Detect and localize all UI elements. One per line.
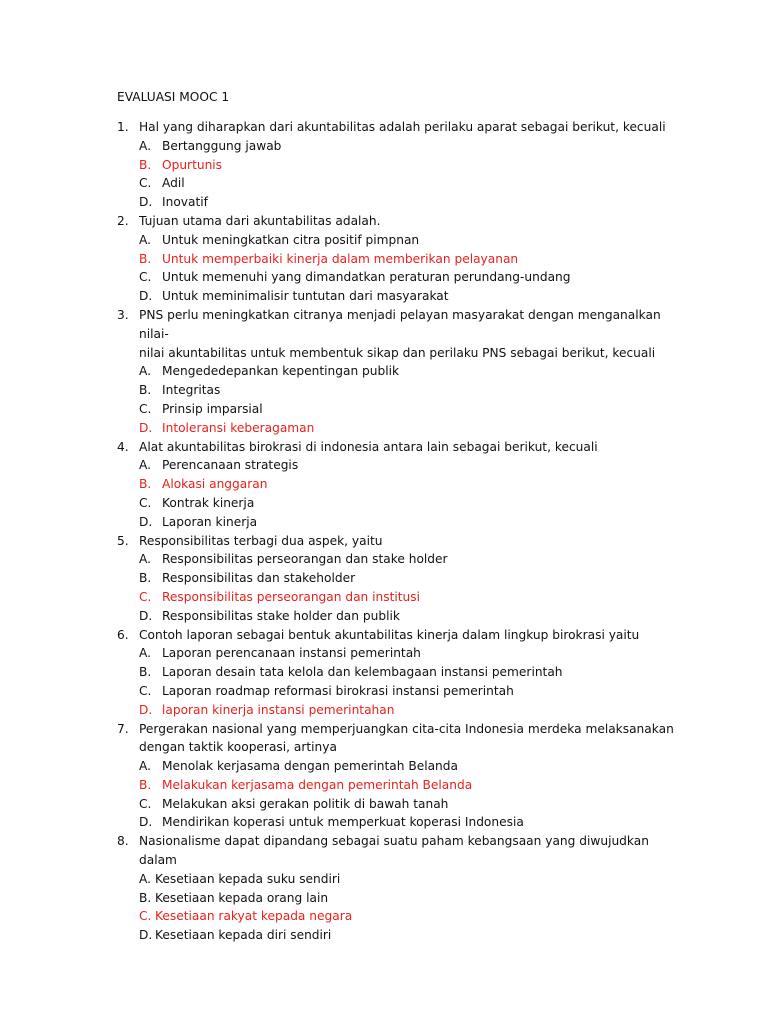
option-text: Laporan perencanaan instansi pemerintah [162,646,421,661]
question-1 [117,118,677,212]
option-text: Perencanaan strategis [162,458,299,473]
answer-option [117,795,677,814]
question-4 [117,438,677,532]
answer-option [117,513,677,532]
answer-option [117,381,677,400]
option-letter: D. [139,928,153,943]
option-letter: D. [139,815,153,830]
answer-option [117,550,677,569]
option-letter: D. [139,608,153,623]
option-text: Responsibilitas stake holder dan publik [162,608,400,623]
option-text: Kesetiaan rakyat kepada negara [155,909,353,924]
option-text: Responsibilitas dan stakeholder [162,571,356,586]
option-text: Kesetiaan kepada orang lain [155,890,329,905]
question-6 [117,626,677,720]
option-letter: B. [139,477,152,492]
option-text: Menolak kerjasama dengan pemerintah Belanda [162,759,458,774]
answer-option-correct [117,250,677,269]
option-letter: B. [139,890,152,905]
question-text: Pergerakan nasional yang memperjuangkan cita-cita Indonesia merdeka melaksanakan dengan taktik kooperasi, artinya [139,721,674,755]
question-number: 3. [117,307,129,322]
answer-option [117,362,677,381]
answer-option [117,870,677,889]
option-text: Alokasi anggaran [162,477,268,492]
question-5 [117,532,677,626]
option-text: Melakukan kerjasama dengan pemerintah Belanda [162,777,473,792]
answer-option-correct [117,701,677,720]
option-letter: A. [139,646,151,661]
answer-option [117,757,677,776]
question-7 [117,720,677,833]
option-text: Melakukan aksi gerakan politik di bawah tanah [162,796,449,811]
option-letter: B. [139,777,152,792]
option-letter: C. [139,683,152,698]
answer-option-correct [117,907,677,926]
question-text: Tujuan utama dari akuntabilitas adalah. [139,213,381,228]
option-text: Responsibilitas perseorangan dan institusi [162,589,421,604]
option-letter: D. [139,420,153,435]
question-number: 1. [117,120,129,134]
option-text: Untuk memenuhi yang dimandatkan peraturan perundang-undang [162,270,571,285]
option-letter: C. [139,176,152,191]
option-text: Mendirikan koperasi untuk memperkuat koperasi Indonesia [162,815,524,830]
question-text: Nasionalisme dapat dipandang sebagai suatu paham kebangsaan yang diwujudkan dalam [139,834,649,868]
document-title: EVALUASI MOOC 1 [117,90,230,104]
question-number: 6. [117,627,129,642]
option-text: Intoleransi keberagaman [162,420,315,435]
answer-option [117,494,677,513]
option-text: Mengededepankan kepentingan publik [162,364,400,379]
answer-option [117,663,677,682]
answer-option [117,137,677,156]
answer-option-correct [117,475,677,494]
option-letter: C. [139,495,152,510]
question-2 [117,212,677,306]
option-text: Adil [162,176,185,191]
answer-option [117,607,677,626]
answer-option-correct [117,588,677,607]
question-text: Hal yang diharapkan dari akuntabilitas adalah perilaku aparat sebagai berikut, kecuali [139,120,666,134]
question-number: 4. [117,439,129,454]
answer-option [117,287,677,306]
option-text: Laporan roadmap reformasi birokrasi instansi pemerintah [162,683,514,698]
answer-option [117,813,677,832]
answer-option [117,231,677,250]
option-letter: C. [139,401,152,416]
option-text: Laporan kinerja [162,514,258,529]
option-letter: D. [139,514,153,529]
answer-option [117,644,677,663]
option-text: Untuk memperbaiki kinerja dalam memberikan pelayanan [162,251,519,266]
option-letter: B. [139,571,152,586]
option-letter: A. [139,232,151,247]
question-number: 7. [117,721,129,736]
question-number: 5. [117,533,129,548]
option-letter: D. [139,289,153,304]
answer-option-correct [117,419,677,438]
option-letter: A. [139,138,151,153]
option-text: Kontrak kinerja [162,495,255,510]
question-number: 2. [117,213,129,228]
answer-option [117,193,677,212]
option-letter: B. [139,251,152,266]
option-letter: B. [139,383,152,398]
option-text: Integritas [162,383,221,398]
option-text: laporan kinerja instansi pemerintahan [162,702,395,717]
option-text: Opurtunis [162,157,223,172]
option-text: Responsibilitas perseorangan dan stake holder [162,552,448,567]
option-letter: D. [139,702,153,717]
option-text: Kesetiaan kepada suku sendiri [155,871,341,886]
option-text: Kesetiaan kepada diri sendiri [155,928,332,943]
option-letter: A. [139,871,151,886]
option-letter: C. [139,909,152,924]
question-8 [117,832,677,945]
answer-option [117,682,677,701]
question-number: 8. [117,834,129,849]
option-text: Inovatif [162,195,208,210]
option-text: Untuk meminimalisir tuntutan dari masyarakat [162,289,449,304]
answer-option [117,889,677,908]
option-letter: A. [139,458,151,473]
question-text: Contoh laporan sebagai bentuk akuntabilitas kinerja dalam lingkup birokrasi yaitu [139,627,640,642]
answer-option [117,456,677,475]
answer-option [117,569,677,588]
question-text: Responsibilitas terbagi dua aspek, yaitu [139,533,383,548]
option-letter: A. [139,364,151,379]
answer-option [117,400,677,419]
question-3 [117,306,677,438]
option-text: Untuk meningkatkan citra positif pimpnan [162,232,420,247]
option-letter: C. [139,589,152,604]
option-text: Prinsip imparsial [162,401,263,416]
option-text: Laporan desain tata kelola dan kelembagaan instansi pemerintah [162,665,563,680]
answer-option-correct [117,776,677,795]
question-text: PNS perlu meningkatkan citranya menjadi pelayan masyarakat dengan menganalkan nilai- nilai akuntabilitas untuk membentuk sikap dan perilaku PNS sebagai berikut, kecuali [139,307,661,360]
answer-option [117,926,677,945]
answer-option [117,174,677,193]
option-letter: B. [139,665,152,680]
option-letter: D. [139,195,153,210]
option-letter: A. [139,552,151,567]
answer-option [117,268,677,287]
option-letter: A. [139,759,151,774]
option-letter: C. [139,796,152,811]
answer-option-correct [117,156,677,175]
option-letter: C. [139,270,152,285]
question-text: Alat akuntabilitas birokrasi di indonesia antara lain sebagai berikut, kecuali [139,439,598,454]
option-text: Bertanggung jawab [162,138,282,153]
question-list [117,118,677,945]
option-letter: B. [139,157,152,172]
